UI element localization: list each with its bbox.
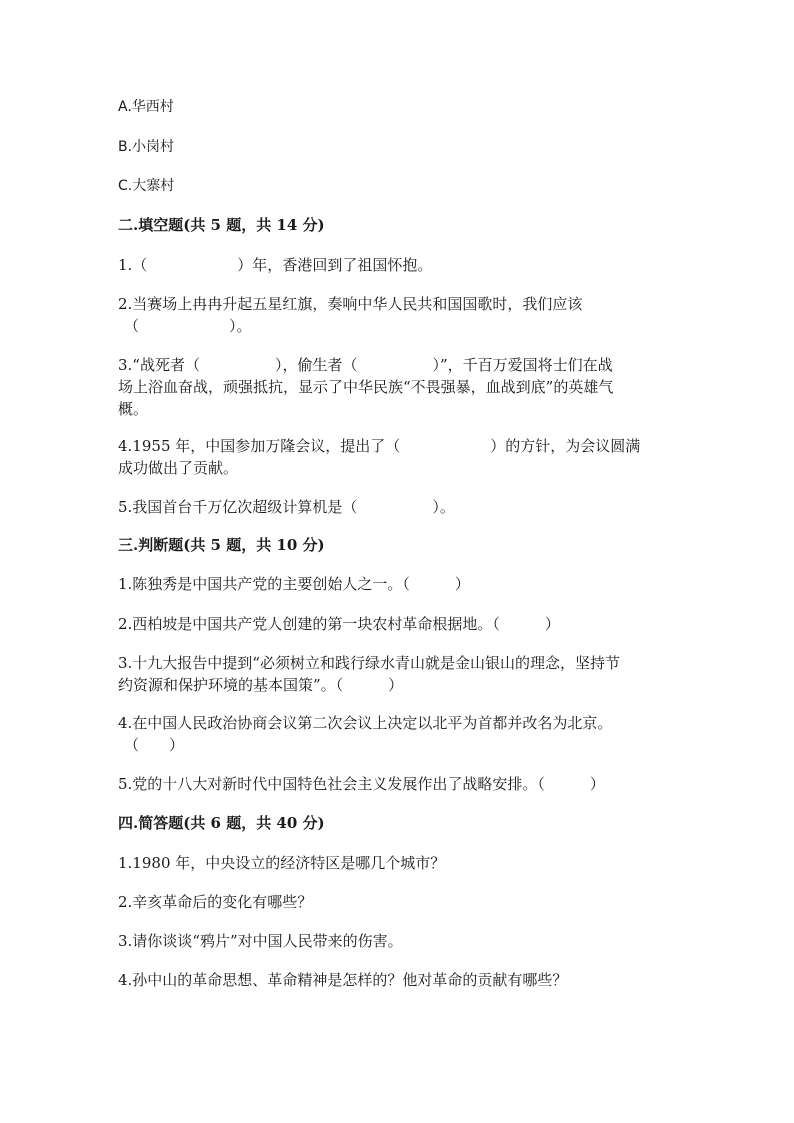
fill-question-5: 5.我国首台千万亿次超级计算机是（ ）。	[118, 498, 455, 516]
section-heading-true-false: 三.判断题(共 5 题，共 10 分)	[118, 536, 325, 554]
short-question-4: 4.孙中山的革命思想、革命精神是怎样的？他对革命的贡献有哪些？	[118, 971, 568, 989]
fill-question-2-line-1: 2.当赛场上冉冉升起五星红旗，奏响中华人民共和国国歌时，我们应该	[118, 295, 583, 313]
fill-question-4-line-2: 成功做出了贡献。	[118, 459, 239, 477]
fill-question-1: 1.（ ）年，香港回到了祖国怀抱。	[118, 256, 433, 274]
fill-question-4-line-1: 4.1955 年，中国参加万隆会议，提出了（ ）的方针，为会议圆满	[118, 437, 641, 455]
judge-question-3-line-2: 约资源和保护环境的基本国策”。（ ）	[118, 676, 404, 694]
judge-question-4-line-1: 4.在中国人民政治协商会议第二次会议上决定以北平为首都并改名为北京。	[118, 714, 613, 732]
option-b: B.小岗村	[118, 139, 175, 155]
judge-question-4-line-2: （ ）	[124, 736, 185, 754]
judge-question-2: 2.西柏坡是中国共产党人创建的第一块农村革命根据地。（ ）	[118, 615, 560, 633]
judge-question-1: 1.陈独秀是中国共产党的主要创始人之一。（ ）	[118, 575, 470, 593]
fill-question-3-line-2: 场上浴血奋战，顽强抵抗，显示了中华民族“不畏强暴，血战到底”的英雄气	[118, 378, 614, 396]
section-heading-fill-blank: 二.填空题(共 5 题，共 14 分)	[118, 216, 325, 234]
short-question-2: 2.辛亥革命后的变化有哪些？	[118, 893, 313, 911]
short-question-3: 3.请你谈谈“鸦片”对中国人民带来的伤害。	[118, 932, 403, 950]
option-c: C.大寨村	[118, 178, 175, 194]
judge-question-3-line-1: 3.十九大报告中提到“必须树立和践行绿水青山就是金山银山的理念，坚持节	[118, 654, 620, 672]
section-heading-short-answer: 四.简答题(共 6 题，共 40 分)	[118, 814, 325, 832]
judge-question-5: 5.党的十八大对新时代中国特色社会主义发展作出了战略安排。（ ）	[118, 775, 605, 793]
option-a: A.华西村	[118, 99, 174, 115]
fill-question-3-line-1: 3.“战死者（ ），偷生者（ ）”，千百万爱国将士们在战	[118, 356, 613, 374]
fill-question-2-line-2: （ ）。	[124, 317, 252, 335]
short-question-1: 1.1980 年，中央设立的经济特区是哪几个城市？	[118, 854, 446, 872]
fill-question-3-line-3: 概。	[118, 400, 149, 418]
